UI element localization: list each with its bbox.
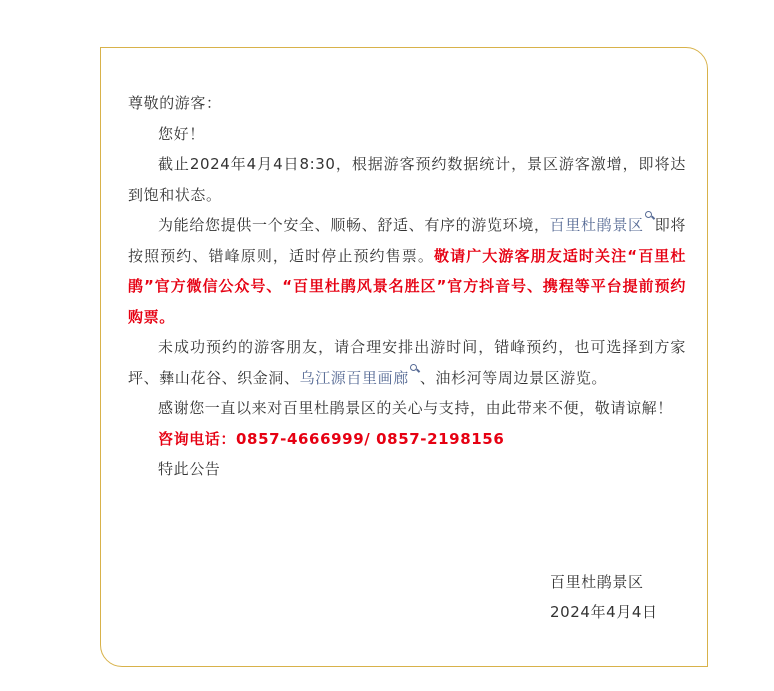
notice-body bbox=[128, 88, 686, 485]
paragraph-booking-policy bbox=[128, 210, 686, 332]
closing-statement: 特此公告 bbox=[158, 460, 221, 478]
hotline: 咨询电话：0857-4666999/ 0857-2198156 bbox=[158, 429, 505, 448]
search-icon[interactable] bbox=[645, 211, 654, 221]
paragraph-thanks: 感谢您一直以来对百里杜鹃景区的关心与支持，由此带来不便，敬请谅解！ bbox=[158, 399, 673, 417]
notice-card bbox=[100, 47, 708, 667]
paragraph-alternatives bbox=[128, 332, 686, 393]
paragraph-text: 未成功预约的游客朋友，请合理安排出游时间，错峰预约，也可选择到方家坪、彝山花谷、织金洞、 bbox=[128, 338, 686, 387]
greeting: 您好！ bbox=[158, 124, 205, 143]
search-icon[interactable] bbox=[410, 364, 419, 374]
booking-reminder-highlight: 敬请广大游客朋友适时关注“百里杜鹃”官方微信公众号、“百里杜鹃风景名胜区”官方抖音号、携程等平台提前预约购票。 bbox=[128, 246, 686, 326]
paragraph-text: 、油杉河等周边景区游览。 bbox=[419, 368, 608, 387]
paragraph-text: 即将按照预约、错峰原则，适时停止预约售票。 bbox=[128, 216, 686, 265]
wujiangyuan-gallery-link[interactable]: 乌江源百里画廊 bbox=[299, 368, 409, 387]
salutation: 尊敬的游客： bbox=[128, 94, 222, 112]
paragraph-visitor-surge: 截止2024年4月4日8:30，根据游客预约数据统计，景区游客激增，即将达到饱和状态。 bbox=[128, 155, 686, 204]
scenic-area-link[interactable]: 百里杜鹃景区 bbox=[549, 216, 644, 234]
notice-date: 2024年4月4日 bbox=[550, 603, 658, 621]
signature: 百里杜鹃景区 bbox=[550, 573, 644, 591]
paragraph-text: 为能给您提供一个安全、顺畅、舒适、有序的游览环境， bbox=[158, 216, 550, 234]
